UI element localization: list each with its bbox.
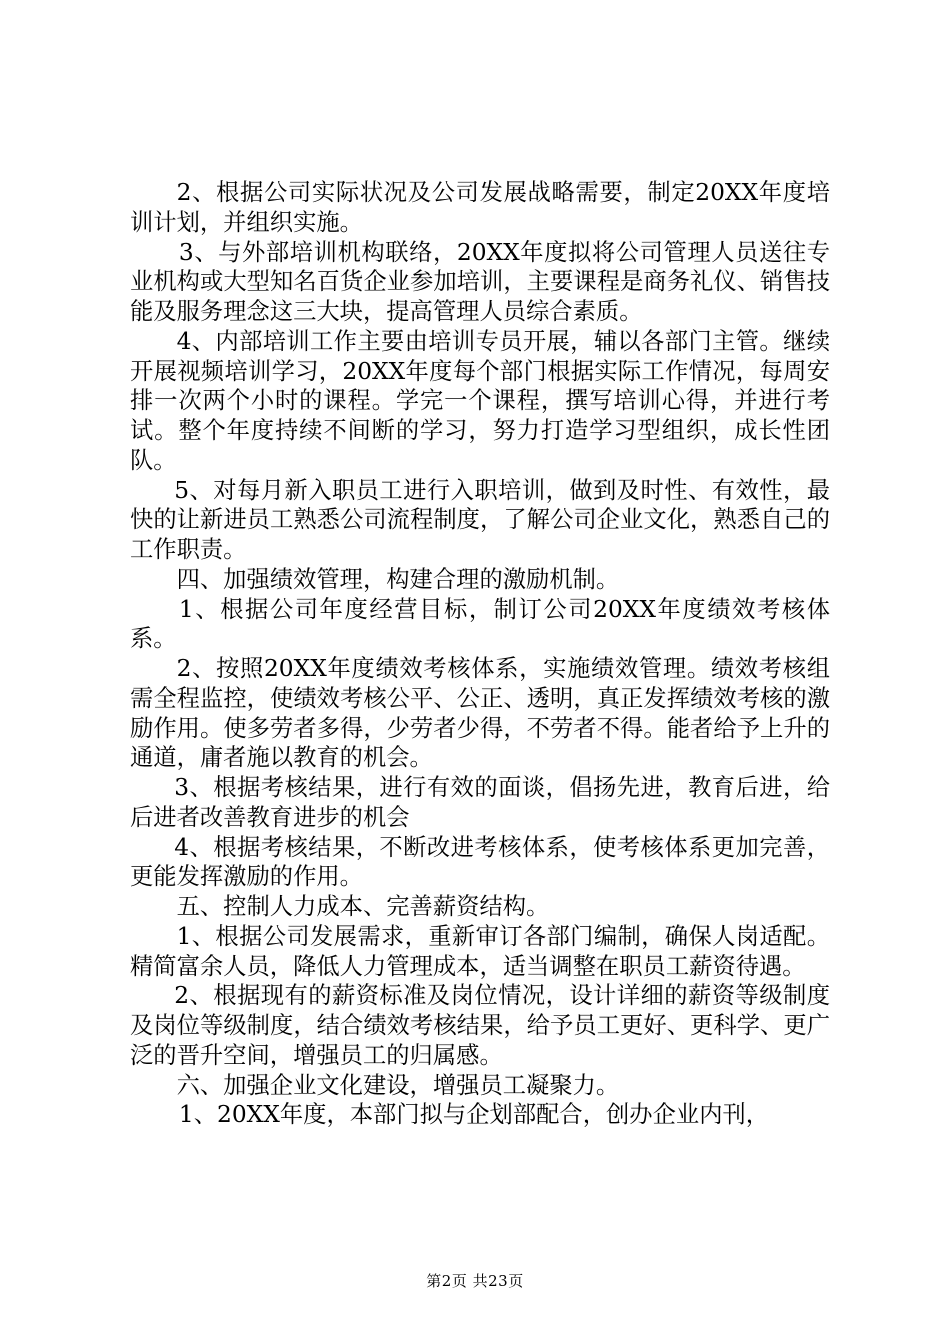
- paragraph: 2、按照20XX年度绩效考核体系，实施绩效管理。绩效考核组需全程监控，使绩效考核公平、公正、透明，真正发挥绩效考核的激励作用。使多劳者多得，少劳者少得，不劳者不得。能者给予上升的通道，庸者施以教育的机会。: [130, 655, 830, 772]
- page-number-footer: 第2页 共23页: [426, 1272, 524, 1290]
- section-heading: 四、加强绩效管理，构建合理的激励机制。: [176, 565, 620, 593]
- paragraph: 4、根据考核结果，不断改进考核体系，使考核体系更加完善，更能发挥激励的作用。: [130, 833, 830, 891]
- paragraph: 1、根据公司发展需求，重新审订各部门编制，确保人岗适配。精简富余人员，降低人力管理成本，适当调整在职员工薪资待遇。: [130, 922, 830, 980]
- paragraph: 3、与外部培训机构联络，20XX年度拟将公司管理人员送往专业机构或大型知名百货企业参加培训，主要课程是商务礼仪、销售技能及服务理念这三大块，提高管理人员综合素质。: [130, 238, 830, 325]
- paragraph: 3、根据考核结果，进行有效的面谈，倡扬先进，教育后进，给后进者改善教育进步的机会: [130, 774, 830, 831]
- document-body: [130, 178, 830, 1130]
- paragraph: 4、内部培训工作主要由培训专员开展，辅以各部门主管。继续开展视频培训学习，20XX年度每个部门根据实际工作情况，每周安排一次两个小时的课程。学完一个课程，撰写培训心得，并进行考试。整个年度持续不间断的学习，努力打造学习型组织，成长性团队。: [130, 327, 830, 474]
- section-heading: 六、加强企业文化建设，增强员工凝聚力。: [176, 1071, 620, 1099]
- paragraph: 1、根据公司年度经营目标，制订公司20XX年度绩效考核体系。: [130, 595, 830, 653]
- section-heading: 五、控制人力成本、完善薪资结构。: [176, 893, 550, 920]
- paragraph: 5、对每月新入职员工进行入职培训，做到及时性、有效性，最快的让新进员工熟悉公司流程制度，了解公司企业文化，熟悉自己的工作职责。: [130, 476, 830, 563]
- paragraph: 2、根据现有的薪资标准及岗位情况，设计详细的薪资等级制度及岗位等级制度，结合绩效考核结果，给予员工更好、更科学、更广泛的晋升空间，增强员工的归属感。: [130, 982, 830, 1069]
- paragraph: 1、20XX年度，本部门拟与企划部配合，创办企业内刊，: [178, 1101, 770, 1129]
- paragraph: 2、根据公司实际状况及公司发展战略需要，制定20XX年度培训计划，并组织实施。: [130, 179, 830, 236]
